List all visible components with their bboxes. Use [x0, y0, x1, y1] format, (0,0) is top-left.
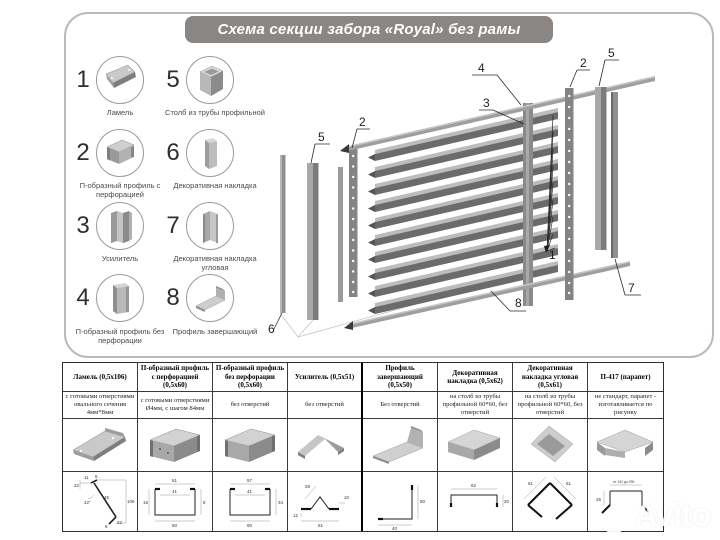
- col-header: П-образный профиль без перфорации (0,5х60): [213, 363, 287, 392]
- reinforcer-icon: [96, 202, 144, 250]
- legend-number-3: 3: [76, 212, 90, 239]
- avito-logo-icon: [596, 493, 632, 537]
- parapet-photo: [588, 419, 663, 472]
- legend-number-4: 4: [76, 284, 90, 311]
- svg-text:от 102 до 290: от 102 до 290: [612, 480, 634, 484]
- legend-number-7: 7: [166, 212, 180, 239]
- finishing-photo: [363, 419, 437, 472]
- legend-label-6: Декоративная накладка: [173, 181, 257, 190]
- col-header: Усилитель (0,5х51): [288, 363, 361, 392]
- svg-text:61: 61: [528, 481, 534, 486]
- legend-number-8: 8: [166, 284, 180, 311]
- col-desc: на столб из трубы профильной 60*60, без отверстий: [438, 392, 512, 419]
- avito-watermark: [596, 492, 720, 538]
- corner-overlay-icon: [186, 202, 234, 250]
- col-desc: Без отверстий: [363, 392, 437, 419]
- legend-number-6: 6: [166, 139, 180, 166]
- corner-overlay-drawing: [513, 472, 587, 531]
- spec-col-reinforcer: [288, 363, 363, 531]
- svg-text:62: 62: [471, 483, 477, 488]
- post-tube-icon: [186, 56, 234, 104]
- svg-text:6: 6: [95, 474, 98, 479]
- col-desc: без отверстий: [213, 392, 287, 419]
- u-profile-plain-icon: [96, 274, 144, 322]
- spec-col-u-plain: [213, 363, 288, 531]
- callout-7: 7: [628, 281, 635, 295]
- reinforcer-strip: [523, 103, 533, 306]
- post-right: [595, 87, 607, 250]
- corner-overlay-bar: [611, 92, 618, 258]
- svg-text:41: 41: [172, 489, 178, 494]
- legend-number-5: 5: [166, 66, 180, 93]
- col-header: Ламель (0,5х106): [63, 363, 137, 392]
- svg-text:50: 50: [420, 499, 426, 504]
- legend-item-8: [162, 274, 234, 322]
- post-left: [307, 163, 319, 320]
- svg-text:11: 11: [84, 475, 89, 480]
- legend-item-3: [72, 202, 144, 250]
- u-perforated-drawing: [138, 472, 212, 531]
- spec-col-finishing: [363, 363, 438, 531]
- col-header: Декоративная накладка угловая (0,5х61): [513, 363, 587, 392]
- svg-text:60: 60: [172, 523, 178, 528]
- overlay-bar-mid: [338, 167, 343, 302]
- svg-text:106: 106: [127, 499, 135, 504]
- legend-label-3: Усилитель: [101, 254, 139, 263]
- col-header: П-417 (парапет): [588, 363, 663, 392]
- perforated-profile-left: [349, 148, 358, 297]
- u-plain-photo: [213, 419, 287, 472]
- finishing-profile-icon: [186, 274, 234, 322]
- spec-col-corner-overlay: [513, 363, 588, 531]
- callout-6: 6: [268, 322, 275, 336]
- legend-item-2: [72, 129, 144, 177]
- svg-text:12: 12: [292, 513, 298, 518]
- col-header: П-образный профиль с перфорацией (0,5х60): [138, 363, 212, 392]
- svg-text:16: 16: [143, 500, 149, 505]
- legend-label-5: Столб из трубы профильной: [165, 108, 265, 117]
- svg-text:22: 22: [117, 520, 123, 525]
- svg-text:34: 34: [278, 500, 284, 505]
- svg-text:10: 10: [343, 495, 349, 500]
- u-perforated-photo: [138, 419, 212, 472]
- col-desc: с готовыми отверстиями овального сечения 4мм*8мм: [63, 392, 137, 419]
- svg-text:29: 29: [304, 484, 310, 489]
- decorative-overlay-icon: [186, 129, 234, 177]
- legend-item-1: [72, 56, 144, 104]
- col-desc: не стандарт, парапет - изготавливается по рисунку: [588, 392, 663, 419]
- svg-text:51: 51: [317, 523, 323, 528]
- legend-label-8: Профиль завершающий: [172, 327, 258, 336]
- col-header: Декоративная накладка (0,5х62): [438, 363, 512, 392]
- svg-text:41: 41: [247, 489, 253, 494]
- spec-col-lamella: [63, 363, 138, 531]
- svg-text:22: 22: [74, 483, 80, 488]
- callout-5-left: 5: [318, 130, 325, 144]
- u-plain-drawing: [213, 472, 287, 531]
- lamella-icon: [96, 56, 144, 104]
- svg-text:61: 61: [172, 478, 178, 483]
- callout-5-right: 5: [608, 46, 615, 60]
- legend-label-7: Декоративная накладка угловая: [173, 254, 257, 273]
- svg-text:40: 40: [392, 526, 398, 530]
- reinforcer-drawing: [288, 472, 361, 531]
- finishing-drawing: [363, 472, 437, 531]
- col-desc: на столб из трубы профильной 60*60, без отверстий: [513, 392, 587, 419]
- avito-watermark-text: Avito: [634, 496, 711, 533]
- legend-item-7: [162, 202, 234, 250]
- overlay-drawing: [438, 472, 512, 531]
- spec-table: [62, 362, 664, 532]
- svg-text:45: 45: [104, 495, 110, 500]
- callout-1: 1: [549, 248, 556, 262]
- legend-item-4: [72, 274, 144, 322]
- callout-8: 8: [515, 296, 522, 310]
- reinforcer-photo: [288, 419, 361, 472]
- spec-col-overlay: [438, 363, 513, 531]
- callout-3: 3: [483, 96, 490, 110]
- legend-number-1: 1: [76, 66, 90, 93]
- corner-overlay-photo: [513, 419, 587, 472]
- legend-item-6: [162, 129, 234, 177]
- svg-text:6: 6: [105, 524, 108, 529]
- legend-label-2: П-образный профиль с перфорацией: [79, 181, 161, 200]
- assembly-diagram: [265, 45, 670, 355]
- u-profile-perforated-icon: [96, 129, 144, 177]
- legend-number-2: 2: [76, 139, 90, 166]
- perforated-profile-right: [565, 88, 574, 300]
- legend-label-4: П-образный профиль без перфорации: [75, 327, 165, 346]
- col-header: Профиль завершающий (0,5х50): [363, 363, 437, 392]
- overlay-bar-left: [280, 155, 286, 313]
- svg-text:60: 60: [247, 523, 253, 528]
- col-desc: без отверстий: [288, 392, 361, 419]
- lamella-drawing: [63, 472, 137, 531]
- legend-item-5: [162, 56, 234, 104]
- callout-2-left: 2: [359, 115, 366, 129]
- legend-label-1: Ламель: [106, 108, 134, 117]
- spec-col-u-perforated: [138, 363, 213, 531]
- callout-2-right: 2: [580, 56, 587, 70]
- svg-text:20: 20: [504, 499, 510, 504]
- page-title: Схема секции забора «Royal» без рамы: [185, 16, 553, 43]
- svg-text:25: 25: [595, 497, 601, 502]
- svg-text:42°: 42°: [84, 500, 91, 505]
- col-desc: с готовыми отверстиями Ø4мм, с шагом 84мм: [138, 392, 212, 419]
- svg-text:8: 8: [203, 500, 206, 505]
- svg-text:61: 61: [566, 481, 572, 486]
- overlay-photo: [438, 419, 512, 472]
- svg-text:57: 57: [247, 478, 253, 483]
- callout-4: 4: [478, 61, 485, 75]
- lamella-photo: [63, 419, 137, 472]
